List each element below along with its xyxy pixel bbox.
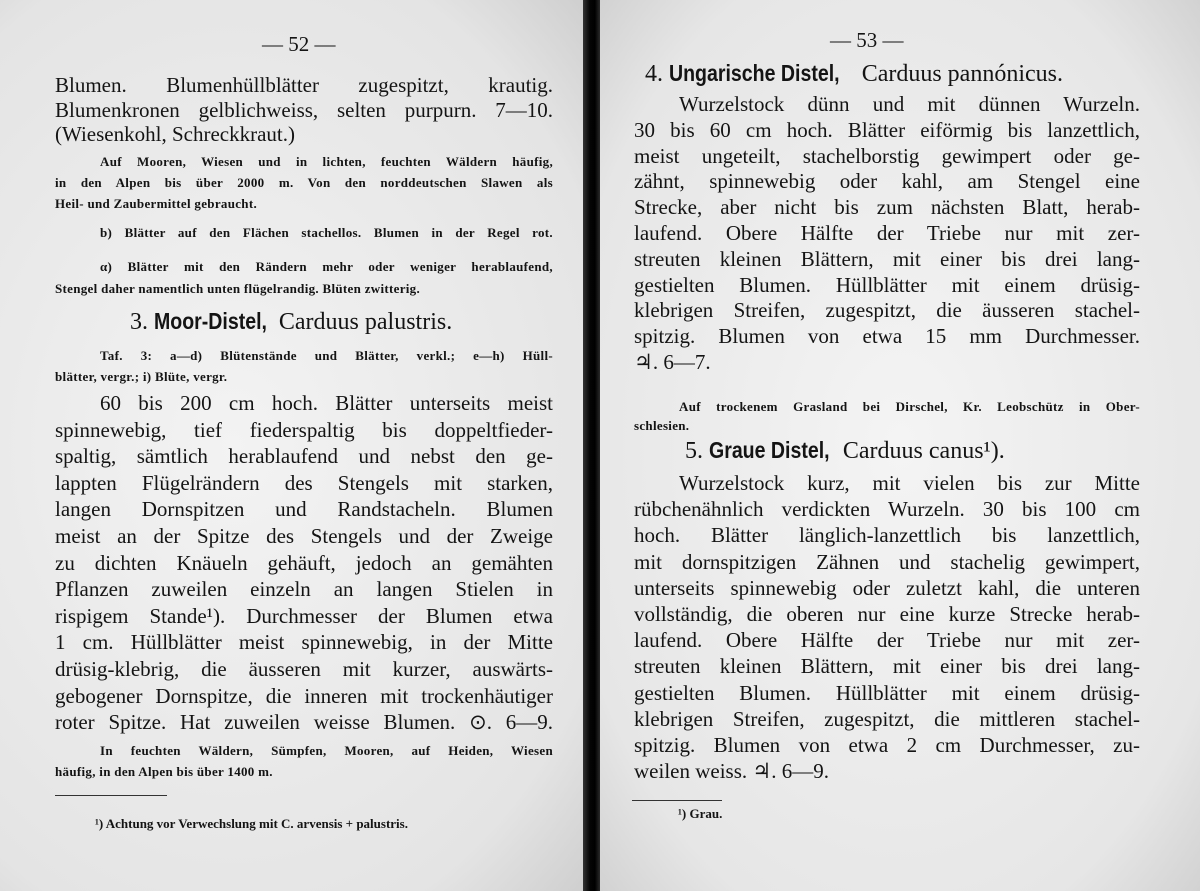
text-line: zähnt, spinnewebig oder kahl, am Stengel eine — [634, 169, 1140, 194]
text-line: klebrigen Streifen, zugespitzt, die mittleren stachel- — [634, 706, 1140, 731]
text-line: spaltig, sämtlich herablaufend und nebst den ge- — [55, 444, 553, 469]
species-description — [634, 92, 1140, 376]
species-name: Ungarische Distel, — [669, 60, 840, 86]
habitat-note — [55, 740, 553, 782]
plate-reference — [55, 345, 553, 387]
text-line: roter Spitze. Hat zuweilen weisse Blumen. ⊙. 6—9. — [55, 710, 553, 735]
page-number: — 52 — — [262, 32, 336, 56]
text-line: zu dichten Knäueln gehäuft, jedoch an gemähten — [55, 550, 553, 575]
text-line: Pflanzen zuweilen einzeln an langen Stielen in — [55, 577, 553, 602]
page-number: — 53 — — [830, 28, 904, 52]
species-latin: Carduus pannónicus. — [861, 61, 1063, 87]
species-name: Moor-Distel, — [154, 308, 267, 334]
text-line: spitzig. Blumen von etwa 15 mm Durchmesser. — [634, 324, 1140, 349]
text-line: Taf. 3: a—d) Blütenstände und Blätter, verkl.; e—h) Hüll- — [100, 348, 553, 363]
text-line: 30 bis 60 cm hoch. Blätter eiförmig bis lanzettlich, — [634, 117, 1140, 142]
book-gutter — [583, 0, 600, 891]
text-line: unterseits spinnewebig oder zuletzt kahl, die unteren — [634, 575, 1140, 600]
species-description — [634, 470, 1140, 784]
species-description — [55, 390, 553, 736]
habitat-note — [55, 151, 553, 214]
text-line: schlesien. — [634, 418, 690, 433]
footnote-rule — [632, 800, 722, 801]
text-line: ♃. 6—7. — [634, 349, 711, 374]
text-line: blätter, vergr.; i) Blüte, vergr. — [55, 369, 228, 384]
text-line: lappten Flügelrändern des Stengels mit starken, — [55, 470, 553, 495]
species-number: 3. — [130, 309, 148, 335]
left-page-52 — [0, 0, 583, 891]
species-name: Graue Distel, — [709, 437, 830, 463]
right-page-53 — [600, 0, 1200, 891]
text-line: Strecke, aber nicht bis zum nächsten Blatt, herab- — [634, 195, 1140, 220]
text-line: Stengel daher namentlich unten flügelrandig. Blüten zwitterig. — [55, 281, 421, 296]
text-line: in den Alpen bis über 2000 m. Von den norddeutschen Slawen als — [55, 175, 553, 190]
footnote-rule — [55, 795, 167, 796]
text-line: Blumen. Blumenhüllblätter zugespitzt, krautig. — [55, 73, 553, 97]
species-heading-4 — [645, 60, 1063, 88]
key-alpha — [55, 256, 553, 300]
species-number: 5. — [685, 438, 703, 464]
text-line: gebogener Dornspitze, die inneren mit trockenhäutiger — [55, 683, 553, 708]
text-line: laufend. Obere Hälfte der Triebe nur mit zer- — [634, 628, 1140, 653]
text-line: langen Dornspitzen und Randstacheln. Blumen — [55, 497, 553, 522]
text-line: Wurzelstock kurz, mit vielen bis zur Mitte — [679, 471, 1140, 495]
text-line: häufig, in den Alpen bis über 1400 m. — [55, 764, 273, 779]
species-latin: Carduus canus¹). — [842, 438, 1005, 464]
text-line: α) Blätter mit den Rändern mehr oder weniger herablaufend, — [100, 259, 553, 274]
text-line: In feuchten Wäldern, Sümpfen, Mooren, auf Heiden, Wiesen — [100, 743, 553, 758]
text-line: klebrigen Streifen, zugespitzt, die äusseren stachel- — [634, 298, 1140, 323]
text-line: (Wiesenkohl, Schreckkraut.) — [55, 122, 295, 146]
text-line: Blumenkronen gelblichweiss, selten purpurn. 7—10. — [55, 97, 553, 122]
text-line: Auf trockenem Grasland bei Dirschel, Kr. Leobschütz in Ober- — [679, 399, 1140, 414]
species-heading-3 — [130, 308, 452, 336]
text-line: spinnewebig, tief fiederspaltig bis doppeltfieder- — [55, 417, 553, 442]
text-line: rübchenähnlich verdickten Wurzeln. 30 bis 100 cm — [634, 497, 1140, 522]
text-line: 1 cm. Hüllblätter meist spinnewebig, in der Mitte — [55, 630, 553, 655]
text-line: mit dornspitzigen Zähnen und stachelig gewimpert, — [634, 549, 1140, 574]
text-line: vollständig, die oberen nur eine kurze Strecke herab- — [634, 602, 1140, 627]
text-line: Wurzelstock dünn und mit dünnen Wurzeln. — [679, 92, 1140, 116]
text-line: meist an der Spitze des Stengels und der Zweige — [55, 523, 553, 548]
text-line: 60 bis 200 cm hoch. Blätter unterseits meist — [100, 391, 553, 415]
text-line: spitzig. Blumen von etwa 2 cm Durchmesser, zu- — [634, 733, 1140, 758]
text-line: rispigem Stande¹). Durchmesser der Blumen etwa — [55, 603, 553, 628]
text-line: laufend. Obere Hälfte der Triebe nur mit zer- — [634, 220, 1140, 245]
text-line: streuten kleinen Blättern, mit einer bis drei lang- — [634, 246, 1140, 271]
text-line: gestielten Blumen. Hüllblätter mit einem drüsig- — [634, 680, 1140, 705]
text-line: streuten kleinen Blättern, mit einer bis drei lang- — [634, 654, 1140, 679]
key-b — [55, 222, 553, 243]
footnote: ¹) Grau. — [678, 806, 723, 821]
species-number: 4. — [645, 61, 663, 87]
text-line: gestielten Blumen. Hüllblätter mit einem drüsig- — [634, 272, 1140, 297]
text-line: meist ungeteilt, stachelborstig gewimpert oder ge- — [634, 143, 1140, 168]
species-latin: Carduus palustris. — [278, 309, 453, 335]
footnote: ¹) Achtung vor Verwechslung mit C. arvensis + palustris. — [95, 816, 408, 831]
text-line: Auf Mooren, Wiesen und in lichten, feuchten Wäldern häufig, — [100, 154, 553, 169]
text-line: weilen weiss. ♃. 6—9. — [634, 759, 829, 784]
intro-paragraph — [55, 73, 553, 147]
text-line: b) Blätter auf den Flächen stachellos. Blumen in der Regel rot. — [100, 225, 553, 240]
text-line: Heil- und Zaubermittel gebraucht. — [55, 196, 258, 211]
habitat-note — [634, 397, 1140, 435]
text-line: hoch. Blätter länglich-lanzettlich bis lanzettlich, — [634, 523, 1140, 548]
text-line: drüsig-klebrig, die äusseren mit kurzer, auswärts- — [55, 656, 553, 681]
species-heading-5 — [685, 437, 1005, 465]
